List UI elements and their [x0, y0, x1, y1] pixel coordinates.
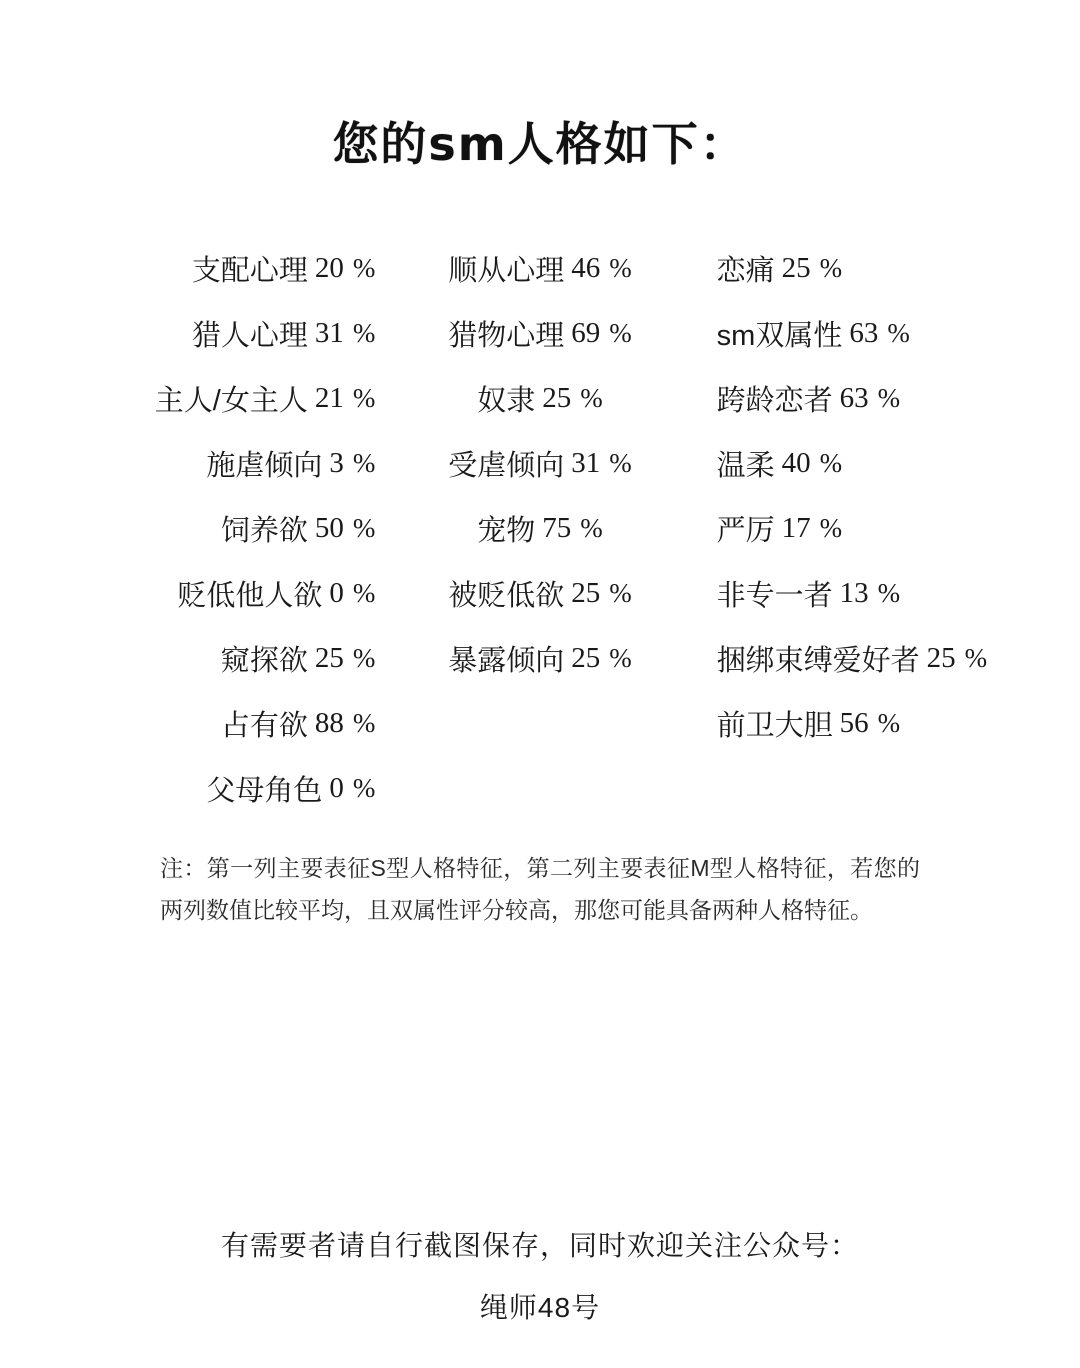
percent-sign: %: [819, 513, 843, 543]
percent-sign: %: [609, 448, 632, 478]
result-value: 75: [542, 512, 572, 544]
percent-sign: %: [352, 578, 376, 608]
result-label: 捆绑束缚爱好者: [716, 645, 920, 677]
percent-sign: %: [352, 708, 376, 738]
result-row: [177, 561, 375, 626]
percent-sign: %: [819, 253, 843, 283]
result-value: 21: [314, 382, 344, 414]
result-row: [155, 366, 376, 431]
result-row: [448, 301, 632, 366]
result-value: 0: [329, 577, 344, 609]
percent-sign: %: [877, 578, 901, 608]
result-row: [717, 301, 910, 366]
result-value: 25: [314, 642, 344, 674]
result-value: 20: [314, 252, 344, 284]
result-value: 17: [781, 512, 811, 544]
result-value: 31: [571, 447, 601, 479]
result-row: [221, 496, 376, 561]
result-label: 猎人心理: [191, 320, 308, 352]
percent-sign: %: [352, 773, 376, 803]
percent-sign: %: [352, 383, 376, 413]
percent-sign: %: [964, 643, 988, 673]
page-title: 您的sm人格如下：: [332, 117, 748, 171]
result-value: 69: [571, 317, 601, 349]
result-label: 支配心理: [191, 255, 308, 287]
percent-sign: %: [609, 318, 632, 348]
result-value: 3: [329, 447, 344, 479]
percent-sign: %: [352, 643, 376, 673]
result-value: 40: [781, 447, 811, 479]
column-other: [697, 236, 1010, 821]
result-value: 25: [926, 642, 956, 674]
footer-line-1: 有需要者请自行截图保存，同时欢迎关注公众号：: [220, 1230, 859, 1261]
result-label: 窥探欲: [220, 645, 308, 677]
result-label: 温柔: [716, 450, 775, 482]
result-label: 严厉: [716, 515, 775, 547]
result-label: 奴隶: [477, 385, 536, 417]
result-row: [192, 301, 376, 366]
result-value: 88: [314, 707, 344, 739]
result-value: 25: [571, 642, 601, 674]
result-row: [717, 236, 843, 301]
result-row: [717, 691, 901, 756]
result-value: 46: [571, 252, 601, 284]
result-value: 13: [839, 577, 869, 609]
result-label: 被贬低欲: [448, 580, 565, 612]
result-value: 50: [314, 512, 344, 544]
result-row: [192, 236, 376, 301]
result-row: [717, 366, 901, 431]
result-label: 非专一者: [716, 580, 833, 612]
result-value: 25: [781, 252, 811, 284]
result-label: 恋痛: [716, 255, 775, 287]
footer-line-2: 绳师48号: [479, 1292, 601, 1323]
result-row: [448, 236, 632, 301]
percent-sign: %: [609, 578, 632, 608]
result-row: [448, 561, 632, 626]
result-label: 父母角色: [206, 775, 323, 807]
result-row: [448, 431, 632, 496]
result-row: [717, 431, 843, 496]
result-row: [448, 626, 632, 691]
percent-sign: %: [877, 708, 901, 738]
result-label: sm双属性: [716, 320, 843, 352]
result-label: 前卫大胆: [716, 710, 833, 742]
result-row: [717, 561, 901, 626]
result-row: [206, 756, 375, 821]
result-page: [0, 108, 1080, 1368]
explanatory-note: 注：第一列主要表征S型人格特征，第二列主要表征M型人格特征，若您的两列数值比较平均，且双属性评分较高，那您可能具备两种人格特征。: [160, 855, 920, 923]
percent-sign: %: [609, 643, 632, 673]
result-label: 暴露倾向: [448, 645, 565, 677]
percent-sign: %: [580, 513, 603, 543]
result-row: [477, 496, 603, 561]
percent-sign: %: [819, 448, 843, 478]
percent-sign: %: [352, 513, 376, 543]
result-value: 0: [329, 772, 344, 804]
result-label: 宠物: [477, 515, 536, 547]
result-row: [206, 431, 375, 496]
result-label: 猎物心理: [448, 320, 565, 352]
percent-sign: %: [887, 318, 910, 348]
result-row: [717, 626, 988, 691]
percent-sign: %: [877, 383, 901, 413]
result-label: 饲养欲: [220, 515, 308, 547]
results-grid: [0, 236, 1080, 821]
result-row: [221, 691, 376, 756]
result-row: [477, 366, 603, 431]
result-value: 63: [849, 317, 879, 349]
result-label: 顺从心理: [448, 255, 565, 287]
result-value: 63: [839, 382, 869, 414]
result-label: 占有欲: [220, 710, 308, 742]
column-m-type: [383, 236, 696, 821]
percent-sign: %: [352, 253, 376, 283]
percent-sign: %: [580, 383, 603, 413]
percent-sign: %: [352, 318, 376, 348]
result-value: 25: [542, 382, 572, 414]
result-label: 跨龄恋者: [716, 385, 833, 417]
column-s-type: [70, 236, 383, 821]
result-label: 主人/女主人: [154, 385, 308, 417]
result-row: [221, 626, 376, 691]
result-label: 贬低他人欲: [177, 580, 323, 612]
result-label: 施虐倾向: [206, 450, 323, 482]
result-value: 56: [839, 707, 869, 739]
result-value: 31: [314, 317, 344, 349]
percent-sign: %: [352, 448, 376, 478]
result-value: 25: [571, 577, 601, 609]
result-label: 受虐倾向: [448, 450, 565, 482]
percent-sign: %: [609, 253, 632, 283]
result-row: [717, 496, 843, 561]
footer: [0, 1224, 1080, 1326]
